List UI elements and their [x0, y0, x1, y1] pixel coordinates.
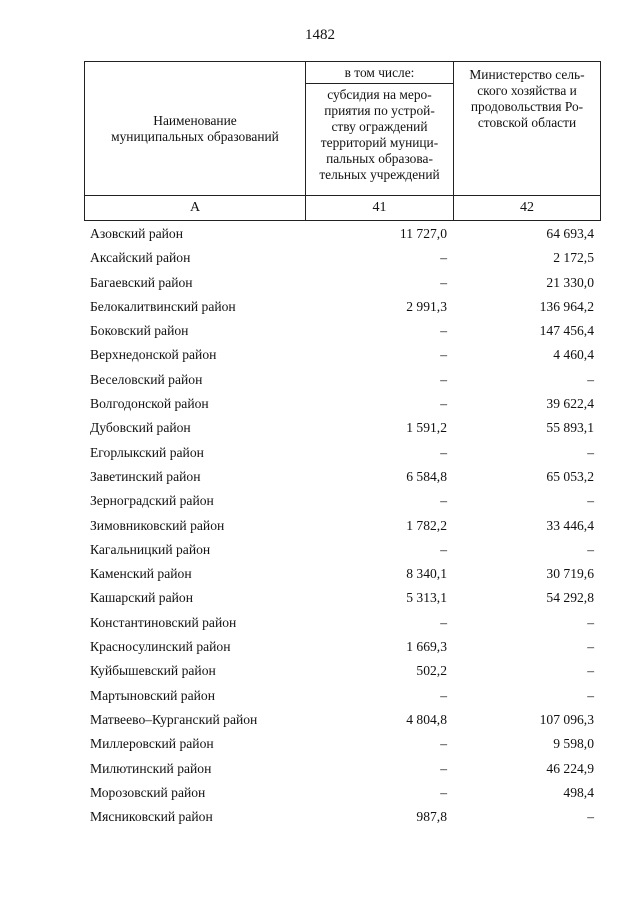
ministry-value: 21 330,0 [546, 274, 594, 290]
district-name: Волгодонской район [90, 396, 209, 412]
table-row [84, 781, 600, 805]
table-row [84, 757, 600, 781]
ministry-line: ского хозяйства и [477, 83, 577, 98]
ministry-value: 107 096,3 [539, 711, 594, 727]
subsidy-value: – [440, 760, 447, 776]
table-row [84, 708, 600, 732]
district-name: Дубовский район [90, 420, 191, 436]
district-name: Боковский район [90, 323, 189, 339]
subsidy-value: 987,8 [416, 809, 447, 825]
district-name: Зимовниковский район [90, 517, 225, 533]
district-name: Матвеево–Курганский район [90, 711, 258, 727]
header-incl-label: в том числе: [306, 62, 454, 84]
subsidy-value: – [440, 444, 447, 460]
subsidy-value: – [440, 396, 447, 412]
index-42: 42 [454, 196, 601, 221]
header-name-line2: муниципальных образований [111, 128, 279, 144]
district-name: Багаевский район [90, 274, 193, 290]
district-name: Каменский район [90, 566, 192, 582]
district-name: Азовский район [90, 226, 184, 241]
subsidy-value: – [440, 250, 447, 266]
ministry-value: 33 446,4 [546, 517, 594, 533]
table-row [84, 465, 600, 489]
subsidy-line: приятия по устрой- [324, 103, 435, 118]
ministry-value: 54 292,8 [546, 590, 594, 606]
subsidy-value: – [440, 371, 447, 387]
table-row [84, 246, 600, 270]
district-name: Кашарский район [90, 590, 193, 606]
subsidy-line: субсидия на меро- [327, 87, 432, 102]
subsidy-value: – [440, 687, 447, 703]
ministry-value: 65 053,2 [546, 468, 594, 484]
district-name: Заветинский район [90, 468, 201, 484]
subsidy-value: 5 313,1 [406, 590, 447, 606]
district-name: Верхнедонской район [90, 347, 217, 363]
ministry-value: 4 460,4 [553, 347, 594, 363]
ministry-value: 46 224,9 [546, 760, 594, 776]
ministry-value: – [587, 371, 594, 387]
subsidy-value: 8 340,1 [406, 566, 447, 582]
district-name: Мясниковский район [90, 809, 213, 825]
ministry-line: стовской области [477, 115, 577, 130]
subsidy-value: 2 991,3 [406, 298, 447, 314]
table-body [84, 222, 600, 829]
table-row [84, 732, 600, 756]
subsidy-value: 502,2 [416, 663, 447, 679]
ministry-line: продовольствия Ро- [470, 99, 584, 114]
table-row [84, 562, 600, 586]
header-name-column [85, 62, 306, 196]
ministry-value: – [587, 663, 594, 679]
district-name: Красносулинский район [90, 639, 231, 655]
district-name: Аксайский район [90, 250, 191, 266]
ministry-value: 9 598,0 [553, 736, 594, 752]
district-name: Зерноградский район [90, 493, 214, 509]
district-name: Милютинский район [90, 760, 212, 776]
subsidy-line: территорий муници- [320, 135, 439, 150]
subsidy-value: – [440, 347, 447, 363]
district-name: Кагальницкий район [90, 541, 211, 557]
table-header [84, 61, 601, 221]
district-name: Миллеровский район [90, 736, 214, 752]
table-row [84, 684, 600, 708]
subsidy-value: – [440, 541, 447, 557]
ministry-value: – [587, 541, 594, 557]
district-name: Белокалитвинский район [90, 298, 236, 314]
table-row [84, 271, 600, 295]
district-name: Мартыновский район [90, 687, 215, 703]
ministry-value: – [587, 444, 594, 460]
ministry-value: – [587, 614, 594, 630]
subsidy-value: – [440, 736, 447, 752]
ministry-value: – [587, 809, 594, 825]
index-41: 41 [306, 196, 454, 221]
subsidy-line: тельных учреждений [319, 167, 440, 182]
index-a: А [85, 196, 306, 221]
subsidy-line: пальных образова- [326, 151, 433, 166]
header-ministry [454, 62, 601, 196]
table-row [84, 659, 600, 683]
table-row [84, 538, 600, 562]
subsidy-value: – [440, 614, 447, 630]
ministry-value: 136 964,2 [539, 298, 594, 314]
table-row [84, 805, 600, 829]
header-name-line1: Наименование [153, 112, 237, 128]
ministry-value: 498,4 [563, 784, 594, 800]
subsidy-value: – [440, 274, 447, 290]
subsidy-value: 4 804,8 [406, 711, 447, 727]
table-row [84, 441, 600, 465]
table-row [84, 319, 600, 343]
subsidy-value: 11 727,0 [399, 226, 447, 241]
ministry-value: – [587, 687, 594, 703]
ministry-value: 30 719,6 [546, 566, 594, 582]
ministry-value: 147 456,4 [539, 323, 594, 339]
table-row [84, 343, 600, 367]
page-number: 1482 [305, 27, 335, 43]
ministry-value: 39 622,4 [546, 396, 594, 412]
subsidy-value: – [440, 323, 447, 339]
table-row [84, 635, 600, 659]
table-row [84, 416, 600, 440]
subsidy-value: 1 669,3 [406, 639, 447, 655]
table-row [84, 514, 600, 538]
ministry-line: Министерство сель- [469, 67, 585, 82]
header-subsidy [306, 84, 454, 196]
subsidy-value: 1 782,2 [406, 517, 447, 533]
district-name: Константиновский район [90, 614, 237, 630]
ministry-value: 2 172,5 [553, 250, 594, 266]
subsidy-value: 6 584,8 [406, 468, 447, 484]
district-name: Морозовский район [90, 784, 206, 800]
table-row [84, 368, 600, 392]
subsidy-value: 1 591,2 [406, 420, 447, 436]
table-row [84, 392, 600, 416]
ministry-value: 64 693,4 [546, 226, 594, 241]
district-name: Куйбышевский район [90, 663, 216, 679]
subsidy-line: ству ограждений [331, 119, 428, 134]
district-name: Веселовский район [90, 371, 203, 387]
table-row [84, 222, 600, 246]
subsidy-value: – [440, 784, 447, 800]
district-name: Егорлыкский район [90, 444, 204, 460]
ministry-value: – [587, 639, 594, 655]
table-row [84, 611, 600, 635]
table-row [84, 586, 600, 610]
ministry-value: 55 893,1 [546, 420, 594, 436]
subsidy-value: – [440, 493, 447, 509]
ministry-value: – [587, 493, 594, 509]
table-row [84, 489, 600, 513]
table-row [84, 295, 600, 319]
